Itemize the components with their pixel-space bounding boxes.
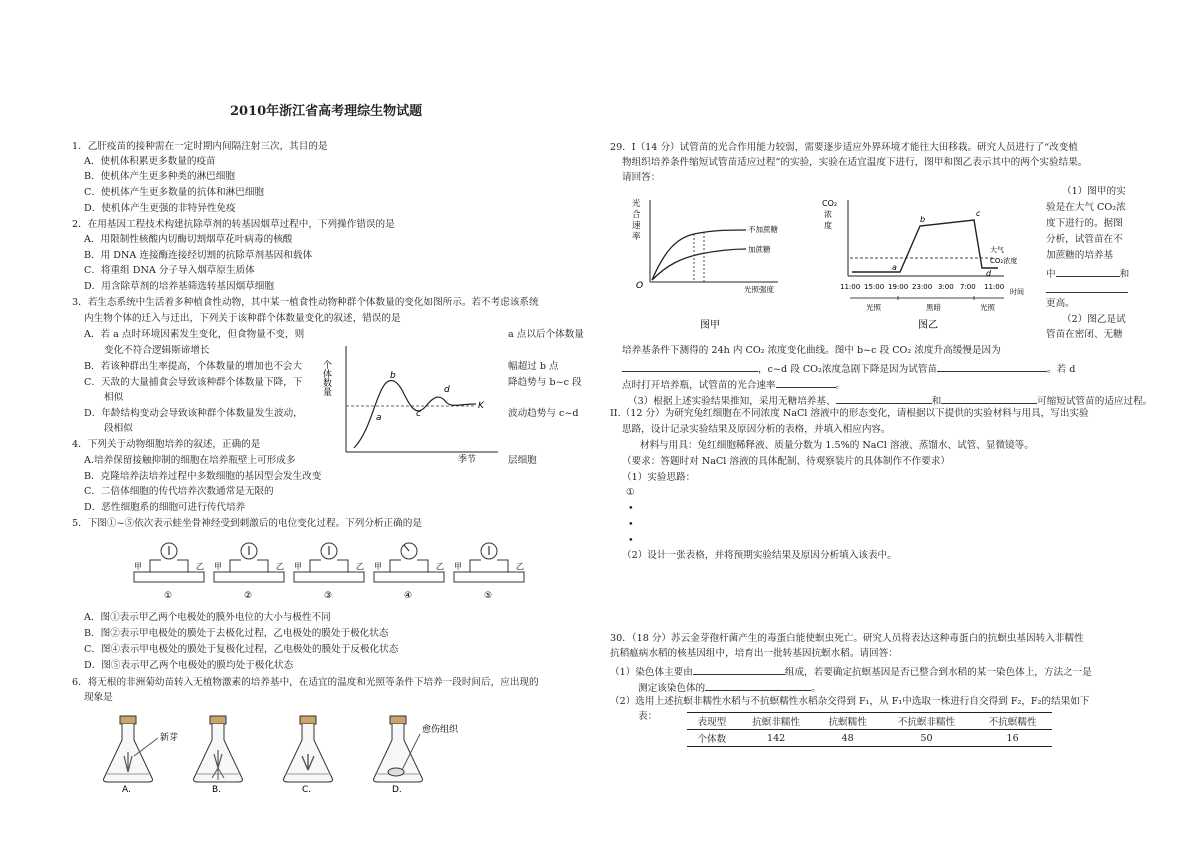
q4-option-d: D．恶性细胞系的细胞可进行传代培养	[84, 502, 246, 513]
q5-stem: 5．下图①~⑤依次表示蛙坐骨神经受到刺激后的电位变化过程。下列分析正确的是	[72, 518, 422, 529]
fig-yi-point-c: c	[976, 209, 981, 218]
q29-right-4: 分析，试管苗在不	[1046, 234, 1123, 245]
q3-k-label: K	[478, 401, 484, 411]
q3-point-b: b	[390, 371, 396, 381]
q29-after-4-tail: 可缩短试管苗的适应过程。	[1037, 396, 1153, 407]
q5-panel-3-num: ③	[324, 591, 333, 601]
fig-yi-ref-1: 大气	[990, 246, 1004, 254]
q3-point-c: c	[416, 409, 421, 419]
q29-right-10: 管苗在密闭、无糖	[1046, 329, 1123, 340]
q5-panel-1	[128, 540, 210, 602]
fig-yi-ylabel-1: CO₂	[822, 199, 838, 208]
q30-stem-5: 测定该染色体的	[638, 683, 706, 694]
q6-flasks	[98, 712, 478, 794]
q29-right-7: 和	[1119, 269, 1130, 280]
q29-part2-8: •	[628, 519, 634, 530]
q5-panel-4-right: 乙	[436, 562, 444, 571]
flask-a	[104, 716, 179, 794]
table-cell: 48	[816, 730, 880, 747]
fig-jia-ylabel-2: 合	[632, 210, 641, 220]
fig-yi-point-a: a	[892, 263, 897, 272]
q29-stem-2: 物组织培养条件缩短试管苗适应过程”的实验，实验在适宜温度下进行，图甲和图乙表示其中的两个实验结果。	[622, 157, 1088, 168]
q5-panel-3	[288, 540, 370, 602]
q6-label-b: B.	[212, 785, 222, 794]
answer-blank-1	[1056, 266, 1120, 277]
q5-option-c: C．图④表示甲电极处的膜处于复极化过程，乙电极处的膜处于反极化状态	[84, 644, 399, 655]
q2-stem: 2．在用基因工程技术构建抗除草剂的转基因烟草过程中，下列操作错误的是	[72, 219, 395, 230]
q30-stem-4: 组成，若要确定抗螟基因是否已整合到水稻的某一染色体上，方法之一是	[784, 667, 1092, 678]
q30-f2-table	[687, 712, 1052, 747]
q3-option-a: A．若 a 点时环境因素发生变化，但食物量不变，则	[84, 329, 305, 340]
q29-part2-5: （1）实验思路：	[622, 472, 696, 483]
q29-part2-6: ①	[626, 487, 635, 498]
fig-yi-tick-2: 15:00	[864, 283, 885, 291]
q5-panel-1-left: 甲	[134, 562, 142, 571]
q5-panel-2-right: 乙	[276, 562, 284, 571]
q5-panel-5-num: ⑤	[484, 591, 493, 601]
q2-option-a: A．用限制性核酸内切酶切割烟草花叶病毒的核酸	[84, 234, 293, 245]
table-header: 表现型	[687, 713, 737, 730]
q5-option-b: B．图②表示甲电极处的膜处于去极化过程，乙电极处的膜处于极化状态	[84, 628, 389, 639]
answer-blank-5	[776, 377, 836, 388]
q6-label-a: A.	[122, 785, 131, 794]
q5-panel-5-right: 乙	[516, 562, 524, 571]
q3-option-c-cont: 降趋势与 b~c 段	[508, 377, 582, 388]
q5-panel-3-left: 甲	[294, 562, 302, 571]
fig-jia-ylabel-3: 速	[632, 221, 641, 231]
answer-blank-9	[705, 680, 811, 691]
q6-label-d: D.	[392, 785, 402, 794]
answer-blank-2	[1046, 282, 1128, 293]
fig-yi-xlabel: 时间	[1010, 288, 1024, 296]
fig-yi-point-d: d	[986, 269, 992, 278]
q3-option-a-cont: a 点以后个体数量	[508, 329, 584, 340]
q1-stem: 1．乙肝疫苗的接种需在一定时期内间隔注射三次，其目的是	[72, 141, 328, 152]
q30-stem-2: 抗稻瘟病水稻的核基因组中，培育出一批转基因抗螟水稻。请回答：	[610, 648, 898, 659]
q3-option-b-cont: 幅超过 b 点	[508, 361, 559, 372]
q5-panel-2	[208, 540, 290, 602]
q5-panel-4-num: ④	[404, 591, 413, 601]
q29-after-4-mid: 和	[931, 396, 942, 407]
fig-yi-period-2: 黑暗	[926, 303, 941, 312]
fig-yi-tick-5: 3:00	[938, 283, 954, 291]
answer-blank-7	[941, 393, 1037, 404]
table-header: 抗螟非糯性	[737, 713, 816, 730]
q6-label-c: C.	[302, 785, 312, 794]
q4-stem: 4．下列关于动物细胞培养的叙述，正确的是	[72, 439, 261, 450]
q5-option-d: D．图⑤表示甲乙两个电极处的膜均处于极化状态	[84, 660, 294, 671]
fig-yi-chart	[814, 192, 1034, 334]
q30-stem-7: 表：	[638, 711, 658, 722]
q2-option-c: C．将重组 DNA 分子导入烟草原生质体	[84, 265, 255, 276]
q3-chart-ylabel: 个体数量	[321, 360, 331, 396]
q29-after-4: （3）根据上述实验结果推知，采用无糖培养基、	[628, 396, 836, 407]
fig-yi-ref-2: CO₂浓度	[990, 257, 1018, 265]
q29-after-1: 培养基条件下测得的 24h 内 CO₂ 浓度变化曲线。图中 b~c 段 CO₂ 浓度升高缓慢是因为	[622, 345, 1001, 356]
q30-stem-1: 30．（18 分）苏云金芽孢杆菌产生的毒蛋白能使螟虫死亡。研究人员将表达这种毒蛋白的抗螟虫基因转入非糯性	[610, 633, 1084, 644]
fig-jia-xlabel: 光照强度	[744, 285, 774, 294]
q2-option-b: B．用 DNA 连接酶连接经切割的抗除草剂基因和载体	[84, 250, 313, 261]
q2-option-d: D．用含除草剂的培养基筛选转基因烟草细胞	[84, 281, 274, 292]
table-cell: 16	[973, 730, 1052, 747]
q29-part2-4: （要求：答题时对 NaCl 溶液的具体配制、待观察装片的具体制作不作要求）	[622, 456, 951, 467]
table-cell: 50	[880, 730, 973, 747]
q5-panel-2-left: 甲	[214, 562, 222, 571]
fig-yi-tick-6: 7:00	[960, 283, 976, 291]
fig-jia-chart	[628, 192, 808, 334]
q4-option-b: B．克隆培养法培养过程中多数细胞的基因型会发生改变	[84, 471, 322, 482]
q6-sprout-label: 新芽	[160, 733, 179, 743]
q1-option-c: C．使机体产生更多数量的抗体和淋巴细胞	[84, 187, 265, 198]
answer-blank-4	[937, 361, 1047, 372]
q5-panel-1-num: ①	[164, 591, 173, 601]
fig-jia-caption: 图甲	[700, 320, 720, 331]
q3-stem: 3．若生态系统中生活着多种植食性动物，其中某一植食性动物种群个体数量的变化如图所示。若不考虑该系统	[72, 297, 539, 308]
fig-yi-period-3: 光照	[980, 303, 995, 312]
q3-option-a-2: 变化不符合逻辑斯谛增长	[104, 345, 210, 356]
table-row-label: 个体数	[687, 730, 737, 747]
fig-jia-ylabel-1: 光	[632, 199, 641, 209]
q3-point-d: d	[444, 385, 450, 395]
fig-yi-ylabel-2: 浓	[824, 210, 832, 219]
page-title: 2010年浙江省高考理综生物试题	[230, 104, 423, 119]
q6-stem: 6．将无根的非洲菊幼苗转入无植物激素的培养基中，在适宜的温度和光照等条件下培养一段时间后，应出现的	[72, 677, 539, 688]
q29-right-1: （1）图甲的实	[1062, 186, 1126, 197]
q5-panel-4	[368, 540, 450, 602]
q5-option-a: A．图①表示甲乙两个电极处的膜外电位的大小与极性不同	[84, 612, 331, 623]
q29-after-3: 点时打开培养瓶，试管苗的光合速率	[622, 380, 776, 391]
fig-jia-origin: O	[636, 281, 644, 291]
q3-option-b: B．若该种群出生率提高，个体数量的增加也不会大	[84, 361, 303, 372]
q29-right-8: 更高。	[1046, 298, 1075, 309]
fig-yi-caption: 图乙	[918, 320, 938, 331]
q6-callus-label: 愈伤组织	[422, 725, 459, 735]
fig-yi-period-1: 光照	[866, 303, 881, 312]
q29-part2-10: （2）设计一张表格，并将预期实验结果及原因分析填入该表中。	[622, 550, 897, 561]
fig-jia-series-1: 不加蔗糖	[748, 225, 778, 234]
q29-right-2: 验是在大气 CO₂浓	[1046, 202, 1126, 213]
fig-yi-tick-7: 11:00	[984, 283, 1005, 291]
q3-option-c-2: 相似	[104, 392, 124, 403]
table-header: 不抗螟非糯性	[880, 713, 973, 730]
q29-part2-7: •	[628, 503, 634, 514]
q1-option-a: A．使机体积累更多数量的疫苗	[84, 156, 216, 167]
fig-jia-ylabel-4: 率	[632, 232, 641, 242]
answer-blank-3	[622, 361, 758, 372]
q3-option-c: C．天敌的大量捕食会导致该种群个体数量下降，下	[84, 377, 303, 388]
fig-yi-ylabel-3: 度	[824, 221, 832, 230]
q1-option-d: D．使机体产生更强的非特异性免疫	[84, 203, 236, 214]
q29-after-2: ，c~d 段 CO₂浓度急剧下降是因为试管苗	[758, 364, 938, 375]
q5-panel-3-right: 乙	[356, 562, 364, 571]
q30-stem-6: （2）选用上述抗螟非糯性水稻与不抗螟糯性水稻杂交得到 F₁，从 F₁中选取一株进行自交得到 F₂，F₂的结果如下	[610, 696, 1090, 707]
q29-part2-1: II.（12 分）为研究兔红细胞在不同浓度 NaCl 溶液中的形态变化，请根据以下提供的实验材料与用具，写出实验	[610, 408, 1089, 419]
flask-d	[374, 716, 460, 794]
q1-option-b: B．使机体产生更多种类的淋巴细胞	[84, 171, 235, 182]
q29-part2-2: 思路，设计记录实验结果及原因分析的表格，并填入相应内容。	[622, 424, 891, 435]
q3-option-d-2: 段相似	[104, 423, 133, 434]
q4-option-a: A.培养保留接触抑制的细胞在培养瓶壁上可形成多	[84, 455, 296, 466]
q29-part2-3: 材料与用具：兔红细胞稀释液、质量分数为 1.5%的 NaCl 溶液、蒸馏水、试管、显微镜等。	[640, 440, 1034, 451]
answer-blank-6	[836, 393, 932, 404]
q3-chart-xlabel: 季节	[458, 455, 477, 465]
q3-option-d: D．年龄结构变动会导致该种群个体数量发生波动，	[84, 408, 303, 419]
q5-panel-4-left: 甲	[374, 562, 382, 571]
q3-population-chart	[318, 338, 508, 466]
q29-stem-3: 请回答：	[622, 172, 661, 183]
flask-b	[194, 716, 243, 794]
q29-after-2-tail: 。若 d	[1047, 364, 1076, 375]
table-cell: 142	[737, 730, 816, 747]
q3-option-d-cont: 波动趋势与 c~d	[508, 408, 579, 419]
table-header: 不抗螟糯性	[973, 713, 1052, 730]
q29-part2-9: •	[628, 535, 634, 546]
q4-option-c: C．二倍体细胞的传代培养次数通常是无限的	[84, 486, 274, 497]
fig-yi-tick-3: 19:00	[888, 283, 909, 291]
q5-panel-5	[448, 540, 530, 602]
q29-right-5: 加蔗糖的培养基	[1046, 250, 1114, 261]
q5-panel-1-right: 乙	[196, 562, 204, 571]
q29-stem-1: 29．I（14 分）试管苗的光合作用能力较弱，需要逐步适应外界环境才能往大田移栽。研究人员进行了“改变植	[610, 142, 1078, 153]
q3-stem-2: 内生物个体的迁入与迁出，下列关于该种群个体数量变化的叙述，错误的是	[84, 313, 401, 324]
q5-panel-2-num: ②	[244, 591, 253, 601]
fig-yi-tick-4: 23:00	[912, 283, 933, 291]
answer-blank-8	[693, 664, 785, 675]
fig-jia-series-2: 加蔗糖	[748, 245, 771, 254]
q29-right-3: 度下进行的。据图	[1046, 218, 1123, 229]
fig-yi-point-b: b	[920, 215, 926, 224]
q5-panels	[128, 540, 526, 602]
flask-c	[284, 716, 333, 794]
q30-stem-3: （1）染色体主要由	[610, 667, 693, 678]
q6-stem-2: 现象是	[84, 692, 113, 703]
q3-point-a: a	[376, 413, 382, 423]
fig-yi-tick-1: 11:00	[840, 283, 861, 291]
q29-right-6: 中	[1046, 269, 1056, 280]
q29-right-9: （2）图乙是试	[1062, 314, 1126, 325]
table-header: 抗螟糯性	[816, 713, 880, 730]
q5-panel-5-left: 甲	[454, 562, 462, 571]
q4-option-a-cont: 层细胞	[508, 455, 537, 466]
